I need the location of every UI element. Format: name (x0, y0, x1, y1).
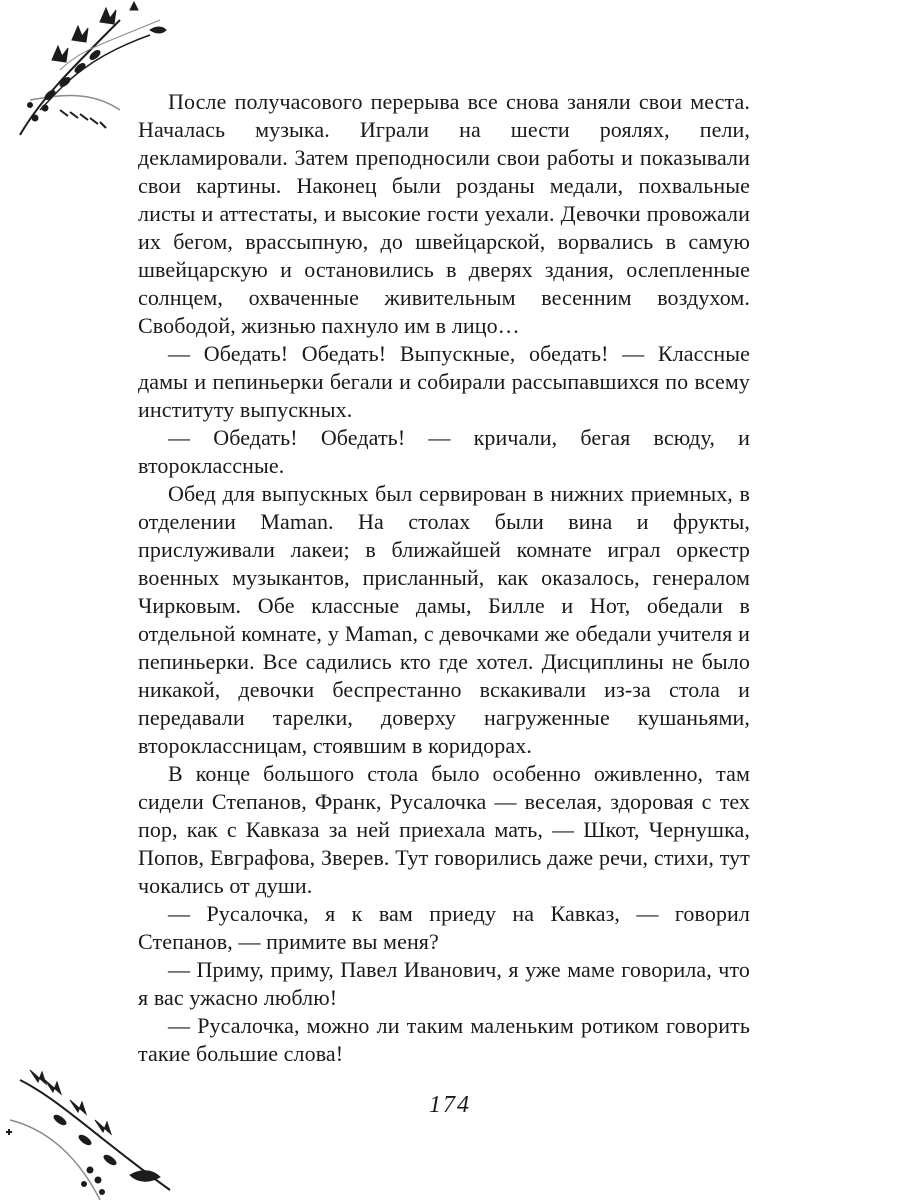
main-text (138, 88, 750, 1068)
paragraph-1: После получасового перерыва все снова заняли свои места. Началась музыка. Играли на шести роялях, пели, декламировали. Затем преподносили свои работы и показывали свои картины. Наконец были розданы медали, похвальные листы и аттестаты, и высокие гости уехали. Девочки провожали их бегом, врассыпную, до швейцарской, ворвались в самую швейцарскую и остановились в дверях здания, ослепленные солнцем, охваченные живительным весенним воздухом. Свободой, жизнью пахнуло им в лицо… (138, 89, 750, 338)
paragraph-3: — Обедать! Обедать! — кричали, бегая всюду, и второклассные. (138, 425, 750, 478)
paragraph-2: — Обедать! Обедать! Выпускные, обедать! — Классные дамы и пепиньерки бегали и собирали рассыпавшихся по всему институту выпускных. (138, 341, 750, 422)
floral-corner-ornament-bottom-icon (0, 1060, 190, 1200)
paragraph-4: Обед для выпускных был сервирован в нижних приемных, в отделении Maman. На столах были вина и фрукты, прислуживали лакеи; в ближайшей комнате играл оркестр военных музыкантов, присланный, как оказалось, генералом Чирковым. Обе классные дамы, Билле и Нот, обедали в отдельной комнате, у Maman, с девочками же обедали учителя и пепиньерки. Все садились кто где хотел. Дисциплины не было никакой, девочки беспрестанно вскакивали из-за стола и передавали тарелки, доверху нагруженные кушаньями, второклассницам, стоявшим в коридорах. (138, 481, 750, 758)
page-number: 174 (429, 1092, 471, 1118)
paragraph-6: — Русалочка, я к вам приеду на Кавказ, — говорил Степанов, — примите вы меня? (138, 901, 750, 954)
paragraph-7: — Приму, приму, Павел Иванович, я уже маме говорила, что я вас ужасно люблю! (138, 957, 750, 1010)
paragraph-5: В конце большого стола было особенно оживленно, там сидели Степанов, Франк, Русалочка — веселая, здоровая с тех пор, как с Кавказа за ней приехала мать, — Шкот, Чернушка, Попов, Евграфова, Зверев. Тут говорились даже речи, стихи, тут чокались от души. (138, 761, 750, 898)
paragraph-8: — Русалочка, можно ли таким маленьким ротиком говорить такие большие слова! (138, 1013, 750, 1066)
